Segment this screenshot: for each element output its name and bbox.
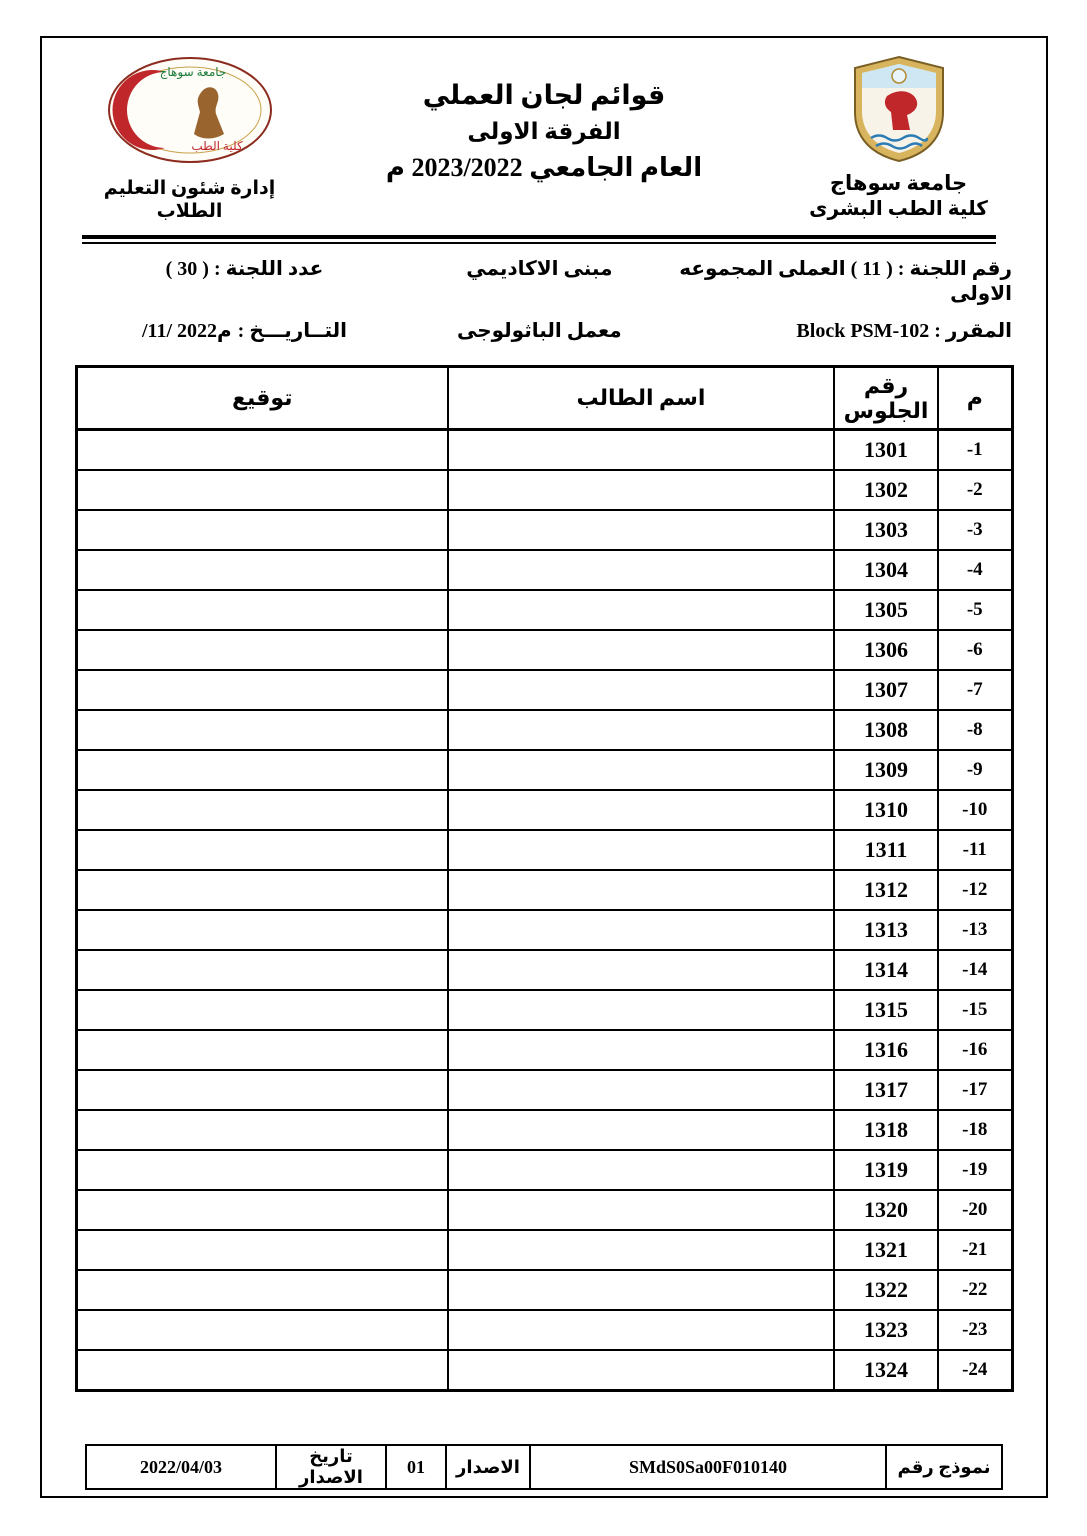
student-name-cell <box>448 630 834 670</box>
faculty-logo-icon <box>105 54 275 171</box>
building-label: مبنى الاكاديمي <box>466 258 613 280</box>
signature-cell <box>76 470 448 510</box>
student-name-cell <box>448 470 834 510</box>
serial-cell: -4 <box>938 550 1012 590</box>
signature-cell <box>76 510 448 550</box>
seat-number-cell: 1312 <box>834 870 938 910</box>
page-title: قوائم لجان العملي <box>422 80 666 110</box>
student-name-cell <box>448 590 834 630</box>
seat-number-cell: 1306 <box>834 630 938 670</box>
serial-cell: -13 <box>938 910 1012 950</box>
student-name-cell <box>448 1230 834 1270</box>
signature-cell <box>76 870 448 910</box>
student-table-head <box>76 367 1012 430</box>
page-subtitle: الفرقة الاولى <box>467 119 621 144</box>
student-name-cell <box>448 1350 834 1391</box>
seat-number-cell: 1319 <box>834 1150 938 1190</box>
seat-number-cell: 1315 <box>834 990 938 1030</box>
seat-number-cell: 1322 <box>834 1270 938 1310</box>
serial-cell: -12 <box>938 870 1012 910</box>
exam-date <box>76 318 413 343</box>
signature-cell <box>76 630 448 670</box>
student-name-cell <box>448 550 834 590</box>
signature-cell <box>76 550 448 590</box>
table-row <box>76 430 1012 471</box>
serial-cell: -1 <box>938 430 1012 471</box>
table-row <box>76 950 1012 990</box>
header-divider <box>82 235 996 244</box>
table-row <box>76 590 1012 630</box>
student-table <box>75 365 1014 1392</box>
table-row <box>76 1030 1012 1070</box>
seat-number-cell: 1308 <box>834 710 938 750</box>
serial-cell: -11 <box>938 830 1012 870</box>
serial-cell: -5 <box>938 590 1012 630</box>
table-row <box>76 630 1012 670</box>
signature-cell <box>76 1190 448 1230</box>
signature-cell <box>76 1150 448 1190</box>
student-table-body <box>76 430 1012 1391</box>
signature-cell <box>76 950 448 990</box>
issue-date: 2022/04/03 <box>86 1445 276 1489</box>
table-row <box>76 670 1012 710</box>
student-name-cell <box>448 1110 834 1150</box>
serial-header: م <box>938 367 1012 430</box>
seat-number-cell: 1318 <box>834 1110 938 1150</box>
signature-cell <box>76 1230 448 1270</box>
table-row <box>76 1110 1012 1150</box>
table-row <box>76 1070 1012 1110</box>
table-row <box>76 1310 1012 1350</box>
serial-cell: -3 <box>938 510 1012 550</box>
student-name-cell <box>448 1070 834 1110</box>
committee-count: عدد اللجنة : ( 30 ) <box>165 258 324 280</box>
seat-number-cell: 1324 <box>834 1350 938 1391</box>
seat-number-cell: 1314 <box>834 950 938 990</box>
student-name-header: اسم الطالب <box>448 367 834 430</box>
table-row <box>76 750 1012 790</box>
student-name-cell <box>448 950 834 990</box>
signature-cell <box>76 1270 448 1310</box>
signature-cell <box>76 1030 448 1070</box>
serial-cell: -7 <box>938 670 1012 710</box>
table-row <box>76 510 1012 550</box>
table-row <box>76 550 1012 590</box>
title-block <box>386 54 702 183</box>
signature-cell <box>76 750 448 790</box>
serial-cell: -21 <box>938 1230 1012 1270</box>
serial-cell: -18 <box>938 1110 1012 1150</box>
department-name: إدارة شئون التعليم الطلاب <box>103 178 276 222</box>
issue-date-label: تاريخ الاصدار <box>276 1445 386 1489</box>
student-name-cell <box>448 430 834 471</box>
serial-cell: -2 <box>938 470 1012 510</box>
serial-cell: -24 <box>938 1350 1012 1391</box>
serial-cell: -22 <box>938 1270 1012 1310</box>
student-name-cell <box>448 990 834 1030</box>
seat-number-cell: 1320 <box>834 1190 938 1230</box>
serial-cell: -9 <box>938 750 1012 790</box>
student-name-cell <box>448 1030 834 1070</box>
student-name-cell <box>448 1270 834 1310</box>
table-row <box>76 1150 1012 1190</box>
table-row <box>76 1230 1012 1270</box>
student-name-cell <box>448 870 834 910</box>
signature-cell <box>76 990 448 1030</box>
document-page <box>40 36 1048 1498</box>
academic-year: العام الجامعي 2023/2022 م <box>385 153 703 182</box>
faculty-logo-bottom-text: كلية الطب <box>190 139 243 153</box>
issue-number: 01 <box>386 1445 446 1489</box>
serial-cell: -15 <box>938 990 1012 1030</box>
department-block <box>72 54 307 223</box>
faculty-name: كلية الطب البشرى <box>809 198 988 220</box>
signature-cell <box>76 1110 448 1150</box>
table-row <box>76 1190 1012 1230</box>
seat-number-cell: 1307 <box>834 670 938 710</box>
signature-cell <box>76 910 448 950</box>
table-row <box>76 990 1012 1030</box>
table-row <box>76 1270 1012 1310</box>
document-header <box>42 38 1046 227</box>
info-row-2 <box>76 318 1012 343</box>
signature-cell <box>76 590 448 630</box>
student-name-cell <box>448 670 834 710</box>
signature-cell <box>76 1070 448 1110</box>
form-code: SMdS0Sa00F010140 <box>530 1445 886 1489</box>
table-row <box>76 870 1012 910</box>
seat-number-cell: 1313 <box>834 910 938 950</box>
seat-number-cell: 1301 <box>834 430 938 471</box>
committee-number: رقم اللجنة : ( 11 ) العملى المجموعه الاولى <box>679 258 1012 305</box>
seat-number-cell: 1309 <box>834 750 938 790</box>
signature-cell <box>76 830 448 870</box>
table-row <box>76 710 1012 750</box>
serial-cell: -20 <box>938 1190 1012 1230</box>
seat-number-cell: 1303 <box>834 510 938 550</box>
university-name: جامعة سوهاج <box>829 171 968 195</box>
seat-number-cell: 1310 <box>834 790 938 830</box>
student-name-cell <box>448 1150 834 1190</box>
serial-cell: -19 <box>938 1150 1012 1190</box>
seat-number-cell: 1302 <box>834 470 938 510</box>
table-row <box>76 790 1012 830</box>
signature-cell <box>76 1350 448 1391</box>
form-footer <box>85 1444 1003 1490</box>
signature-cell <box>76 790 448 830</box>
serial-cell: -17 <box>938 1070 1012 1110</box>
seat-number-cell: 1316 <box>834 1030 938 1070</box>
seat-number-cell: 1321 <box>834 1230 938 1270</box>
serial-cell: -6 <box>938 630 1012 670</box>
signature-cell <box>76 710 448 750</box>
student-name-cell <box>448 1310 834 1350</box>
seat-number-cell: 1317 <box>834 1070 938 1110</box>
spacer <box>42 1392 1046 1444</box>
exam-info <box>42 254 1046 355</box>
serial-cell: -14 <box>938 950 1012 990</box>
info-row-1 <box>76 256 1012 306</box>
header-row <box>76 367 1012 430</box>
date-label: التــاريـــخ : <box>237 320 347 342</box>
table-row <box>76 1350 1012 1391</box>
serial-cell: -8 <box>938 710 1012 750</box>
student-name-cell <box>448 1190 834 1230</box>
university-block <box>781 54 1016 221</box>
table-row <box>76 830 1012 870</box>
student-name-cell <box>448 830 834 870</box>
student-name-cell <box>448 910 834 950</box>
seat-number-header: رقم الجلوس <box>834 367 938 430</box>
seat-number-cell: 1323 <box>834 1310 938 1350</box>
signature-cell <box>76 1310 448 1350</box>
student-name-cell <box>448 710 834 750</box>
signature-cell <box>76 430 448 471</box>
signature-header: توقيع <box>76 367 448 430</box>
date-value: /11/ 2022م <box>141 320 232 342</box>
signature-cell <box>76 670 448 710</box>
student-name-cell <box>448 790 834 830</box>
serial-cell: -23 <box>938 1310 1012 1350</box>
lab-label: معمل الباثولوجى <box>456 320 622 342</box>
student-name-cell <box>448 750 834 790</box>
course-label: المقرر : Block PSM-102 <box>796 320 1012 342</box>
table-row <box>76 910 1012 950</box>
seat-number-cell: 1305 <box>834 590 938 630</box>
issue-label: الاصدار <box>446 1445 530 1489</box>
footer-row <box>86 1445 1002 1489</box>
serial-cell: -10 <box>938 790 1012 830</box>
student-name-cell <box>448 510 834 550</box>
seat-number-cell: 1311 <box>834 830 938 870</box>
table-row <box>76 470 1012 510</box>
university-crest-icon <box>849 54 949 169</box>
faculty-logo-top-text: جامعة سوهاج <box>159 65 226 79</box>
form-number-label: نموذج رقم <box>886 1445 1002 1489</box>
serial-cell: -16 <box>938 1030 1012 1070</box>
seat-number-cell: 1304 <box>834 550 938 590</box>
